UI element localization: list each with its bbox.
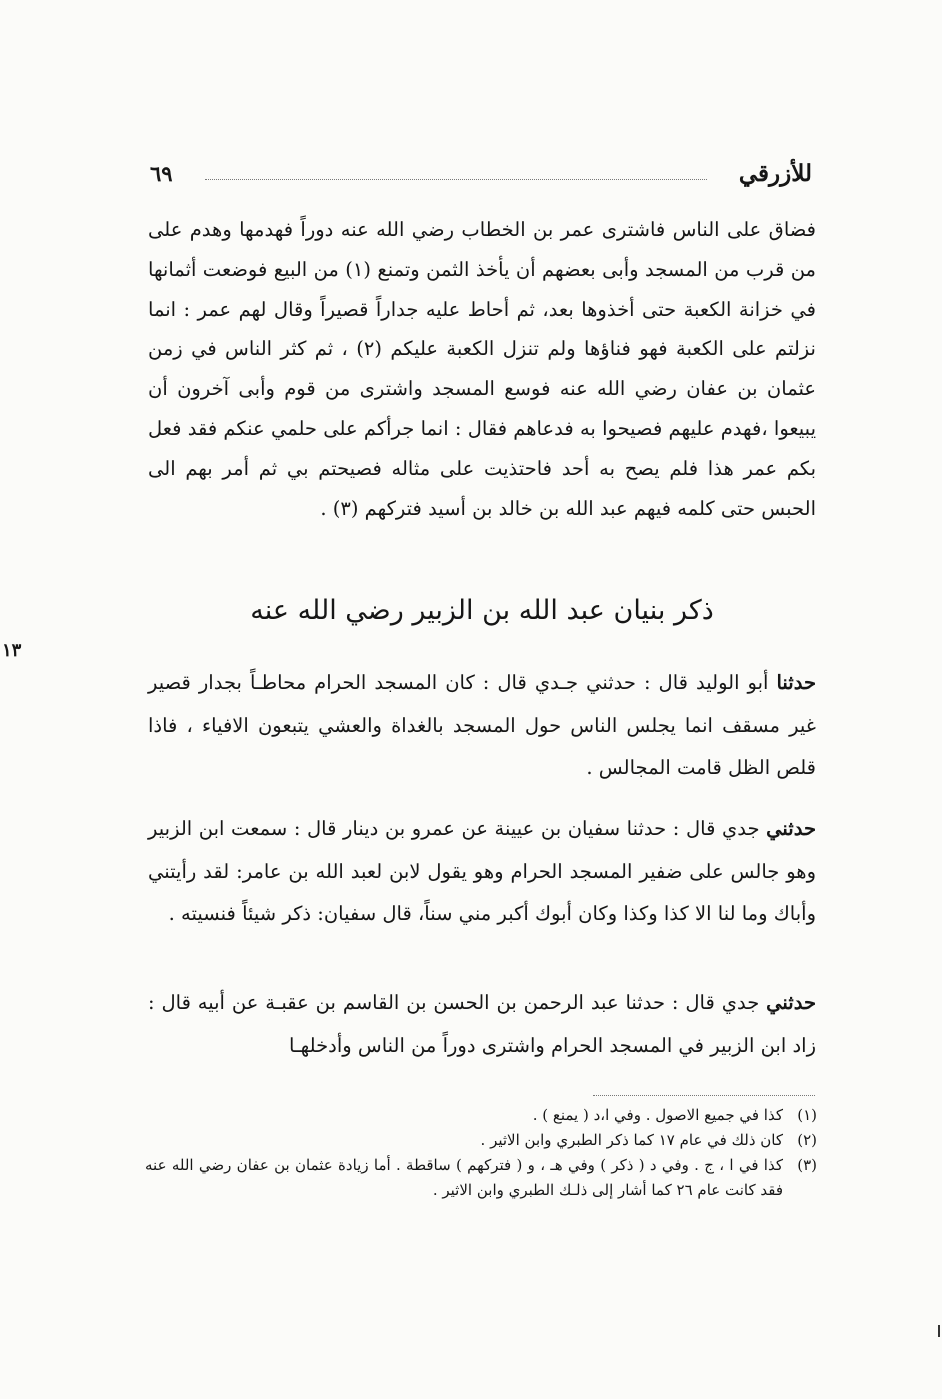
- section-heading: ذكر بنيان عبد الله بن الزبير رضي الله عنه: [250, 595, 714, 626]
- footnote-text: كذا في ا ، ج . وفي د ( ذكر ) وفي هـ ، و ( فتركهم ) ساقطة . أما زيادة عثمان بن عفان رضي الله عنه فقد كانت عام ٢٦ كما أشار إلى ذلـك الطبري وابن الاثير .: [145, 1156, 783, 1199]
- page-number: ٦٩: [150, 160, 173, 186]
- narration-paragraph: [148, 662, 816, 790]
- footnote: [145, 1128, 817, 1153]
- footnote-mark: (٢): [797, 1131, 817, 1149]
- footnote-text: كان ذلك في عام ١٧ كما ذكر الطبري وابن الاثير .: [480, 1131, 783, 1149]
- margin-annotation: ١٣: [2, 640, 22, 661]
- edge-mark: [938, 1325, 940, 1337]
- narration-text: أبو الوليد قال : حدثني جـدي قال : كان المسجد الحرام محاطـاً بجدار قصير غير مسقف انما يجلس الناس حول المسجد بالغداة والعشي يتبعون الافياء ، فاذا قلص الظل قامت المجالس .: [148, 671, 816, 779]
- footnote: [145, 1103, 817, 1128]
- narration-text: جدي قال : حدثنا عبد الرحمن بن الحسن بن القاسم بن عقبـة عن أبيه قال : زاد ابن الزبير في المسجد الحرام واشترى دوراً من الناس وأدخلهـا: [148, 991, 816, 1057]
- footnote-text: كذا في جميع الاصول . وفي ا،د ( يمنع ) .: [532, 1106, 783, 1124]
- footnote-mark: (١): [797, 1106, 817, 1124]
- narration-paragraph: [148, 808, 816, 936]
- narration-text: جدي قال : حدثنا سفيان بن عيينة عن عمرو بن دينار قال : سمعت ابن الزبير وهو جالس على ضفير المسجد الحرام وهو يقول لابن لعبد الله بن عامر: لقد رأيتني وأباك وما لنا الا كذا وكذا وكان أبوك أكبر مني سناً، قال سفيان: ذكر شيئاً فنسيته .: [148, 817, 816, 925]
- footnote-separator: [593, 1095, 815, 1096]
- running-title: للأزرقي: [738, 159, 812, 187]
- narration-lead: حدثني: [766, 817, 816, 840]
- continuation-paragraph: فضاق على الناس فاشترى عمر بن الخطاب رضي الله عنه دوراً فهدمها وهدم على من قرب من المسجد وأبى بعضهم أن يأخذ الثمن وتمنع (١) من البيع فوضعت أثمانها في خزانة الكعبة حتى أخذوها بعد، ثم أحاط عليه جداراً قصيراً وقال لهم عمر : انما نزلتم على الكعبة فهو فناؤها ولم تنزل الكعبة عليكم (٢) ، ثم كثر الناس في زمن عثمان بن عفان رضي الله عنه فوسع المسجد واشترى من قوم وأبى آخرون أن يبيعوا ،فهدم عليهم فصيحوا به فدعاهم فقال : انما جرأكم على حلمي عنكم فقد فعل بكم عمر هذا فلم يصح به أحد فاحتذيت على مثاله فصيحتم بي ثم أمر بهم الى الحبس حتى كلمه فيهم عبد الله بن خالد بن أسيد فتركهم (٣) .: [148, 218, 816, 520]
- running-header: [150, 154, 812, 192]
- footnote: [145, 1153, 817, 1203]
- footnote-mark: (٣): [797, 1156, 817, 1174]
- header-dotted-rule: [205, 179, 707, 180]
- narration-lead: حدثنا: [776, 671, 816, 694]
- footnotes: [145, 1103, 817, 1203]
- narration-lead: حدثني: [766, 991, 816, 1014]
- narration-paragraph: [148, 982, 816, 1067]
